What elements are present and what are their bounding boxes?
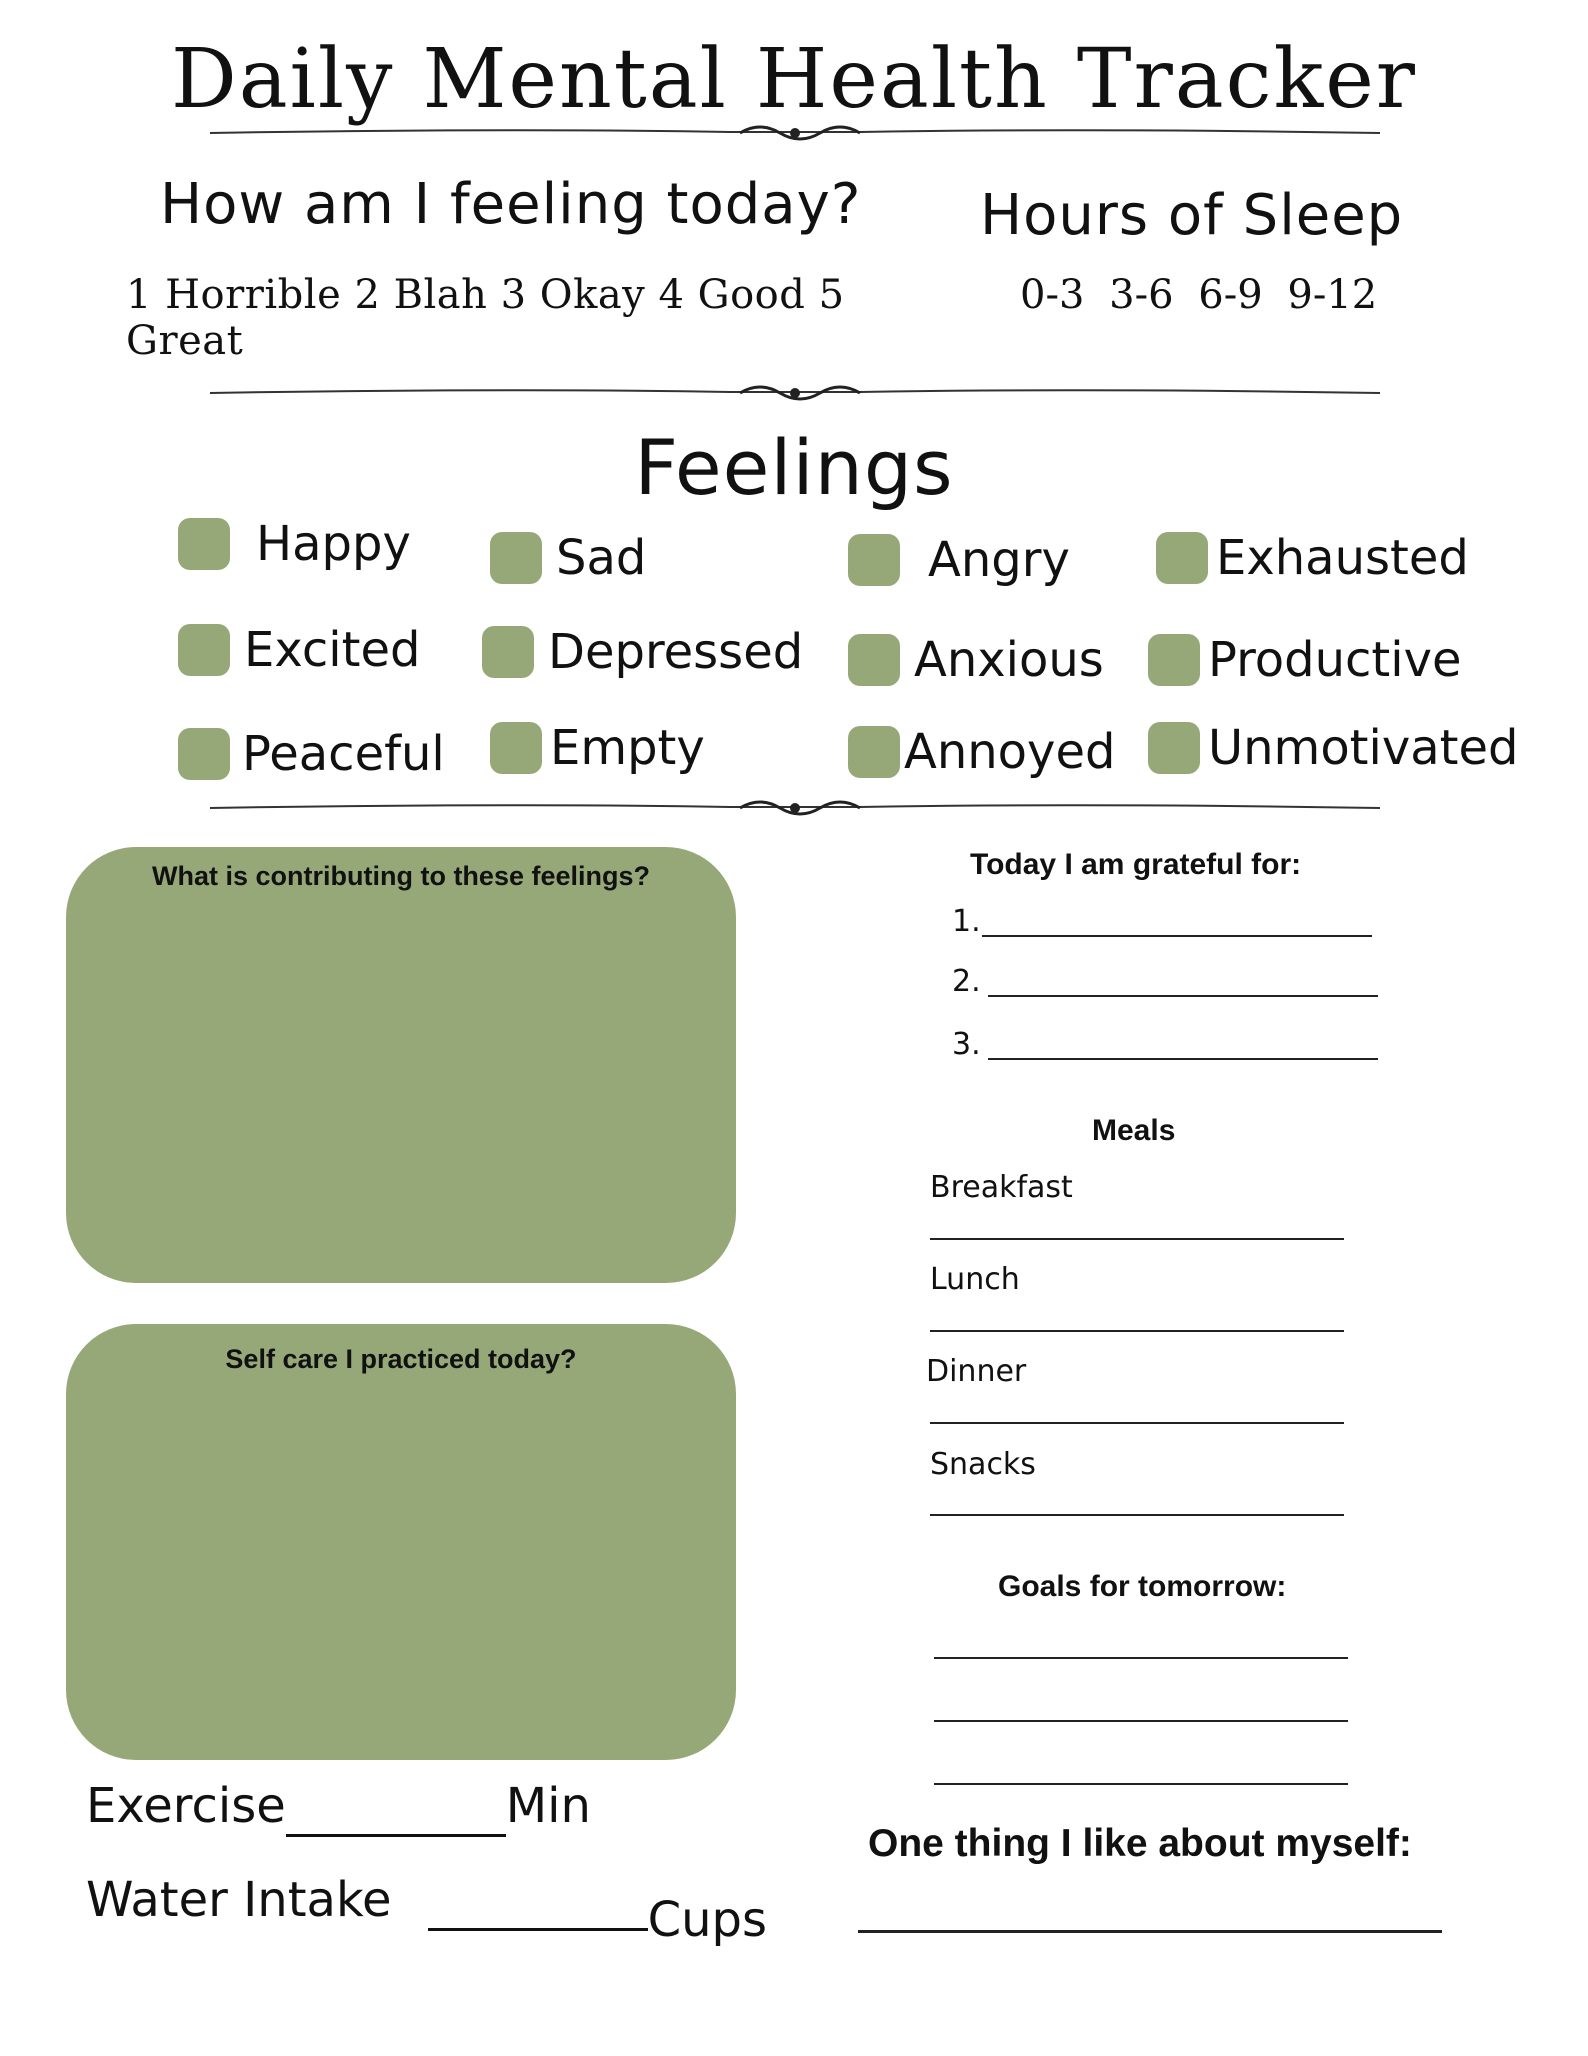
feeling-peaceful[interactable]: Peaceful (178, 726, 445, 782)
checkbox[interactable] (490, 532, 542, 584)
checkbox[interactable] (178, 518, 230, 570)
grateful-title: Today I am grateful for: (970, 848, 1302, 881)
page-title: Daily Mental Health Tracker (170, 32, 1417, 127)
selfcare-question: Self care I practiced today? (225, 1344, 577, 1374)
exercise-unit: Min (505, 1778, 591, 1834)
feeling-unmotivated[interactable]: Unmotivated (1148, 720, 1518, 776)
meal-line-breakfast[interactable] (930, 1238, 1344, 1240)
water-label: Water Intake (86, 1872, 392, 1928)
goals-title: Goals for tomorrow: (998, 1570, 1287, 1603)
checkbox[interactable] (1156, 532, 1208, 584)
meal-line-snacks[interactable] (930, 1514, 1344, 1516)
meal-breakfast: Breakfast (930, 1170, 1073, 1205)
checkbox[interactable] (1148, 634, 1200, 686)
contributing-question: What is contributing to these feelings? (151, 861, 650, 891)
meal-snacks: Snacks (930, 1447, 1036, 1482)
feeling-angry[interactable]: Angry (848, 532, 1070, 588)
checkbox[interactable] (1148, 722, 1200, 774)
feeling-scale: 1 Horrible 2 Blah 3 Okay 4 Good 5 Great (126, 272, 845, 364)
feeling-anxious[interactable]: Anxious (848, 632, 1104, 688)
checkbox[interactable] (178, 728, 230, 780)
checkbox[interactable] (848, 534, 900, 586)
feeling-annoyed[interactable]: Annoyed (848, 724, 1115, 780)
grateful-num-1: 1. (952, 904, 981, 939)
grateful-num-3: 3. (952, 1027, 981, 1062)
feeling-happy[interactable]: Happy (178, 516, 411, 572)
meal-line-dinner[interactable] (930, 1422, 1344, 1424)
checkbox[interactable] (178, 624, 230, 676)
goal-line-2[interactable] (934, 1720, 1348, 1722)
feeling-exhausted[interactable]: Exhausted (1156, 530, 1469, 586)
meal-line-lunch[interactable] (930, 1330, 1344, 1332)
meal-lunch: Lunch (930, 1262, 1020, 1297)
feeling-question: How am I feeling today? (160, 172, 862, 237)
ornament-divider-bottom (210, 793, 1380, 823)
meal-dinner: Dinner (926, 1354, 1027, 1389)
goal-line-3[interactable] (934, 1783, 1348, 1785)
feeling-sad[interactable]: Sad (490, 530, 646, 586)
meals-title: Meals (1092, 1114, 1176, 1147)
feelings-heading: Feelings (634, 423, 954, 512)
water-blank[interactable] (428, 1872, 648, 1931)
contributing-panel[interactable] (66, 847, 736, 1283)
ornament-divider-top (210, 118, 1380, 148)
sleep-options: 0-3 3-6 6-9 9-12 (1020, 272, 1378, 318)
grateful-num-2: 2. (952, 964, 981, 999)
checkbox[interactable] (482, 626, 534, 678)
selfcare-panel[interactable] (66, 1324, 736, 1760)
grateful-line-1[interactable] (982, 935, 1372, 937)
checkbox[interactable] (848, 634, 900, 686)
grateful-line-2[interactable] (988, 995, 1378, 997)
goal-line-1[interactable] (934, 1657, 1348, 1659)
feeling-depressed[interactable]: Depressed (482, 624, 803, 680)
exercise-row (86, 1778, 591, 1837)
sleep-title: Hours of Sleep (980, 183, 1404, 248)
like-line[interactable] (858, 1930, 1442, 1933)
checkbox[interactable] (490, 722, 542, 774)
water-row (86, 1872, 767, 1948)
checkbox[interactable] (848, 726, 900, 778)
water-unit: Cups (647, 1892, 767, 1948)
feeling-excited[interactable]: Excited (178, 622, 420, 678)
exercise-blank[interactable] (286, 1778, 506, 1837)
feeling-empty[interactable]: Empty (490, 720, 705, 776)
grateful-line-3[interactable] (988, 1058, 1378, 1060)
feeling-productive[interactable]: Productive (1148, 632, 1462, 688)
like-title: One thing I like about myself: (868, 1822, 1412, 1865)
exercise-label: Exercise (86, 1778, 286, 1834)
ornament-divider-middle (210, 378, 1380, 408)
